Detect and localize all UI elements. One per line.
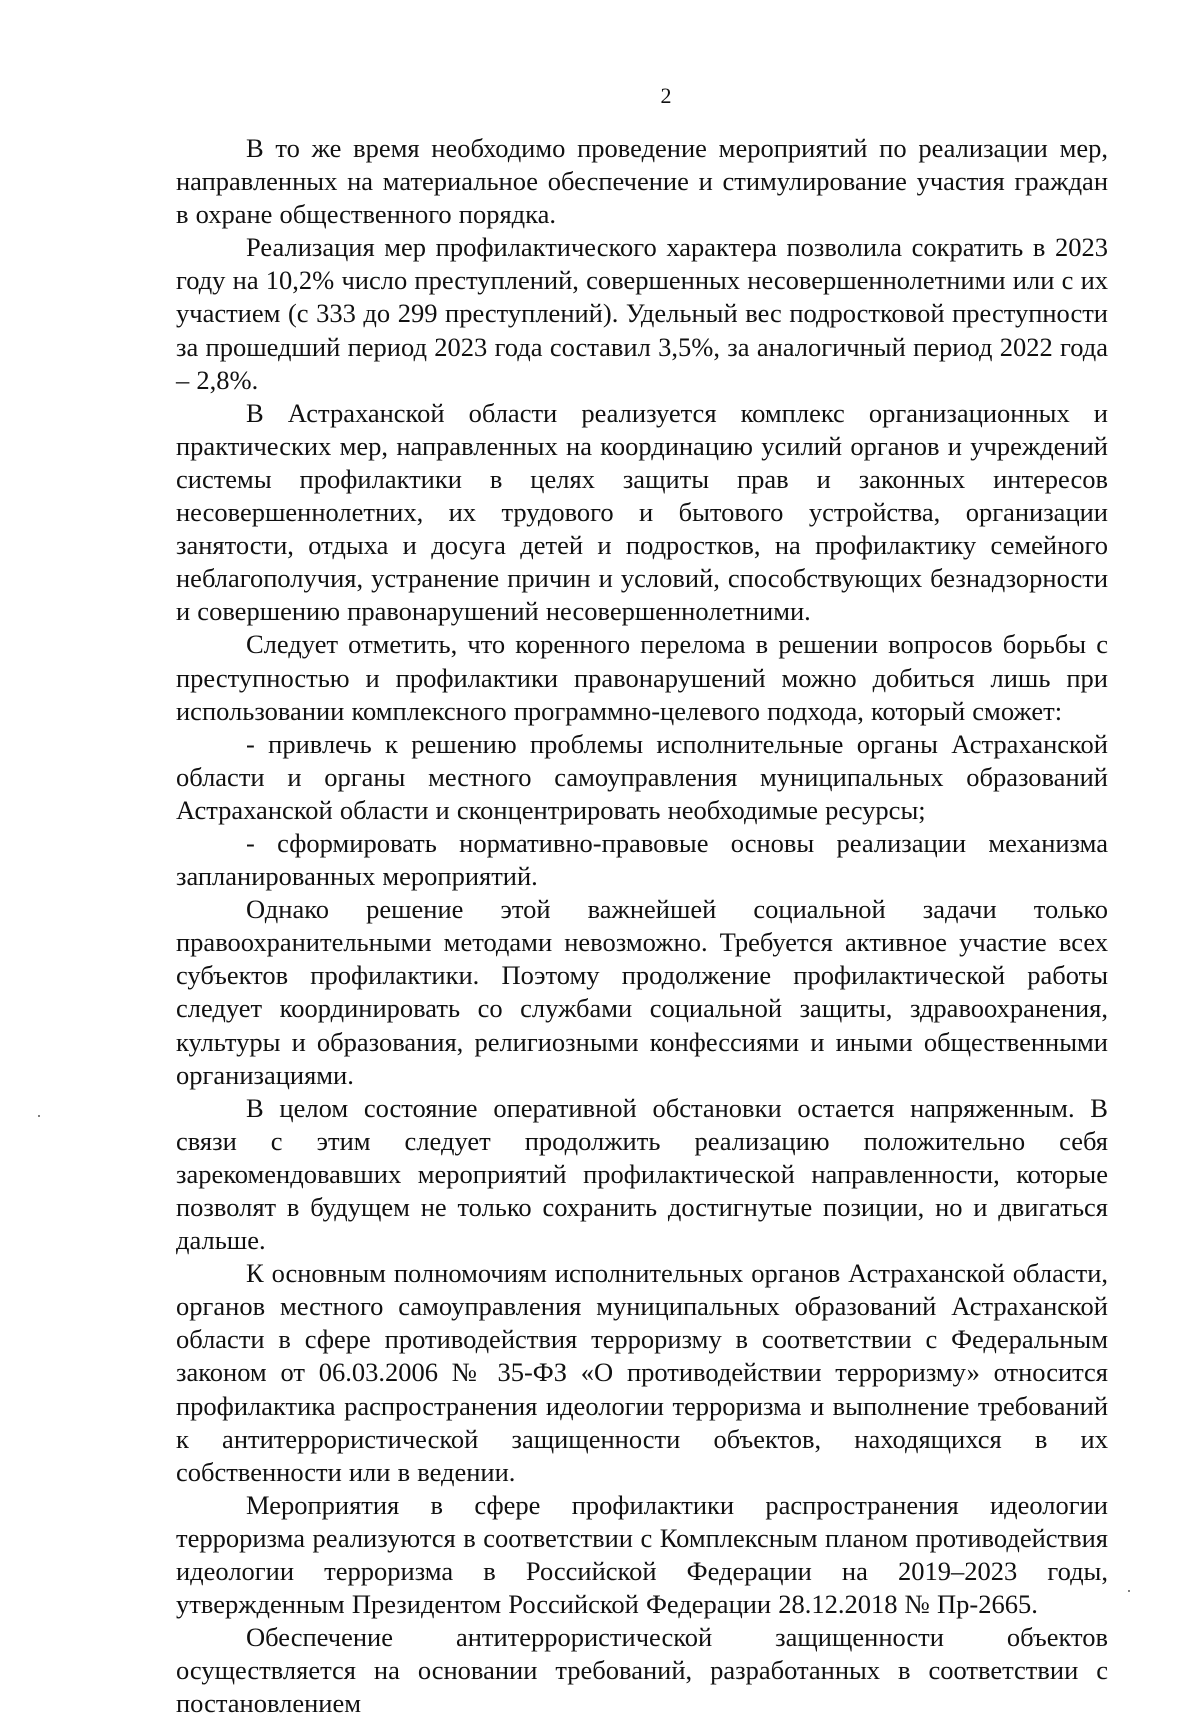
paragraph: Мероприятия в сфере профилактики распространения идеологии терроризма реализуются в соответствии с Комплексным планом противодействия идеологии терроризма в Российской Федерации на 2019–2023 годы, утвержденным Президентом Российской Федерации 28.12.2018 № Пр-2665.: [176, 1489, 1108, 1620]
paragraph: В целом состояние оперативной обстановки остается напряженным. В связи с этим следует продолжить реализацию положительно себя зарекомендовавших мероприятий профилактической направленности, которые позволят в будущем не только сохранить достигнутые позиции, но и двигаться дальше.: [176, 1092, 1108, 1256]
paragraph: Обеспечение антитеррористической защищенности объектов осуществляется на основании требований, разработанных в соответствии с постановлением: [176, 1622, 1108, 1719]
paragraph: Следует отметить, что коренного перелома в решении вопросов борьбы с преступностью и профилактики правонарушений можно добиться лишь при использовании комплексного программно-целевого подхода, который сможет:: [176, 629, 1108, 726]
paragraph: Реализация мер профилактического характера позволила сократить в 2023 году на 10,2% число преступлений, совершенных несовершеннолетними или с их участием (с 333 до 299 преступлений). Удельный вес подростковой преступности за прошедший период 2023 года составил 3,5%, за аналогичный период 2022 года – 2,8%.: [176, 232, 1108, 395]
paragraph: Однако решение этой важнейшей социальной задачи только правоохранительными методами невозможно. Требуется активное участие всех субъектов профилактики. Поэтому продолжение профилактической работы следует координировать со службами социальной защиты, здравоохранения, культуры и образования, религиозными конфессиями и иными общественными организациями.: [176, 894, 1108, 1090]
list-item: - сформировать нормативно-правовые основы реализации механизма запланированных мероприятий.: [176, 827, 1108, 892]
paragraph: В Астраханской области реализуется комплекс организационных и практических мер, направленных на координацию усилий органов и учреждений системы профилактики в целях защиты прав и законных интересов несовершеннолетних, их трудового и бытового устройства, организации занятости, отдыха и досуга детей и подростков, на профилактику семейного неблагополучия, устранение причин и условий, способствующих безнадзорности и совершению правонарушений несовершеннолетними.: [176, 397, 1108, 627]
document-body: [176, 132, 1108, 1721]
paragraph: К основным полномочиям исполнительных органов Астраханской области, органов местного самоуправления муниципальных образований Астраханской области в сфере противодействия терроризму в соответствии с Федеральным законом от 06.03.2006 № 35-ФЗ «О противодействии терроризму» относится профилактика распространения идеологии терроризма и выполнение требований к антитеррористической защищенности объектов, находящихся в их собственности или в ведении.: [176, 1258, 1108, 1487]
list-item: - привлечь к решению проблемы исполнительные органы Астраханской области и органы местного самоуправления муниципальных образований Астраханской области и сконцентрировать необходимые ресурсы;: [176, 728, 1108, 825]
page-number: 2: [660, 83, 672, 108]
scan-speck: [38, 1115, 40, 1117]
paragraph: В то же время необходимо проведение мероприятий по реализации мер, направленных на материальное обеспечение и стимулирование участия граждан в охране общественного порядка.: [176, 133, 1108, 230]
scan-speck: [1128, 1590, 1130, 1592]
